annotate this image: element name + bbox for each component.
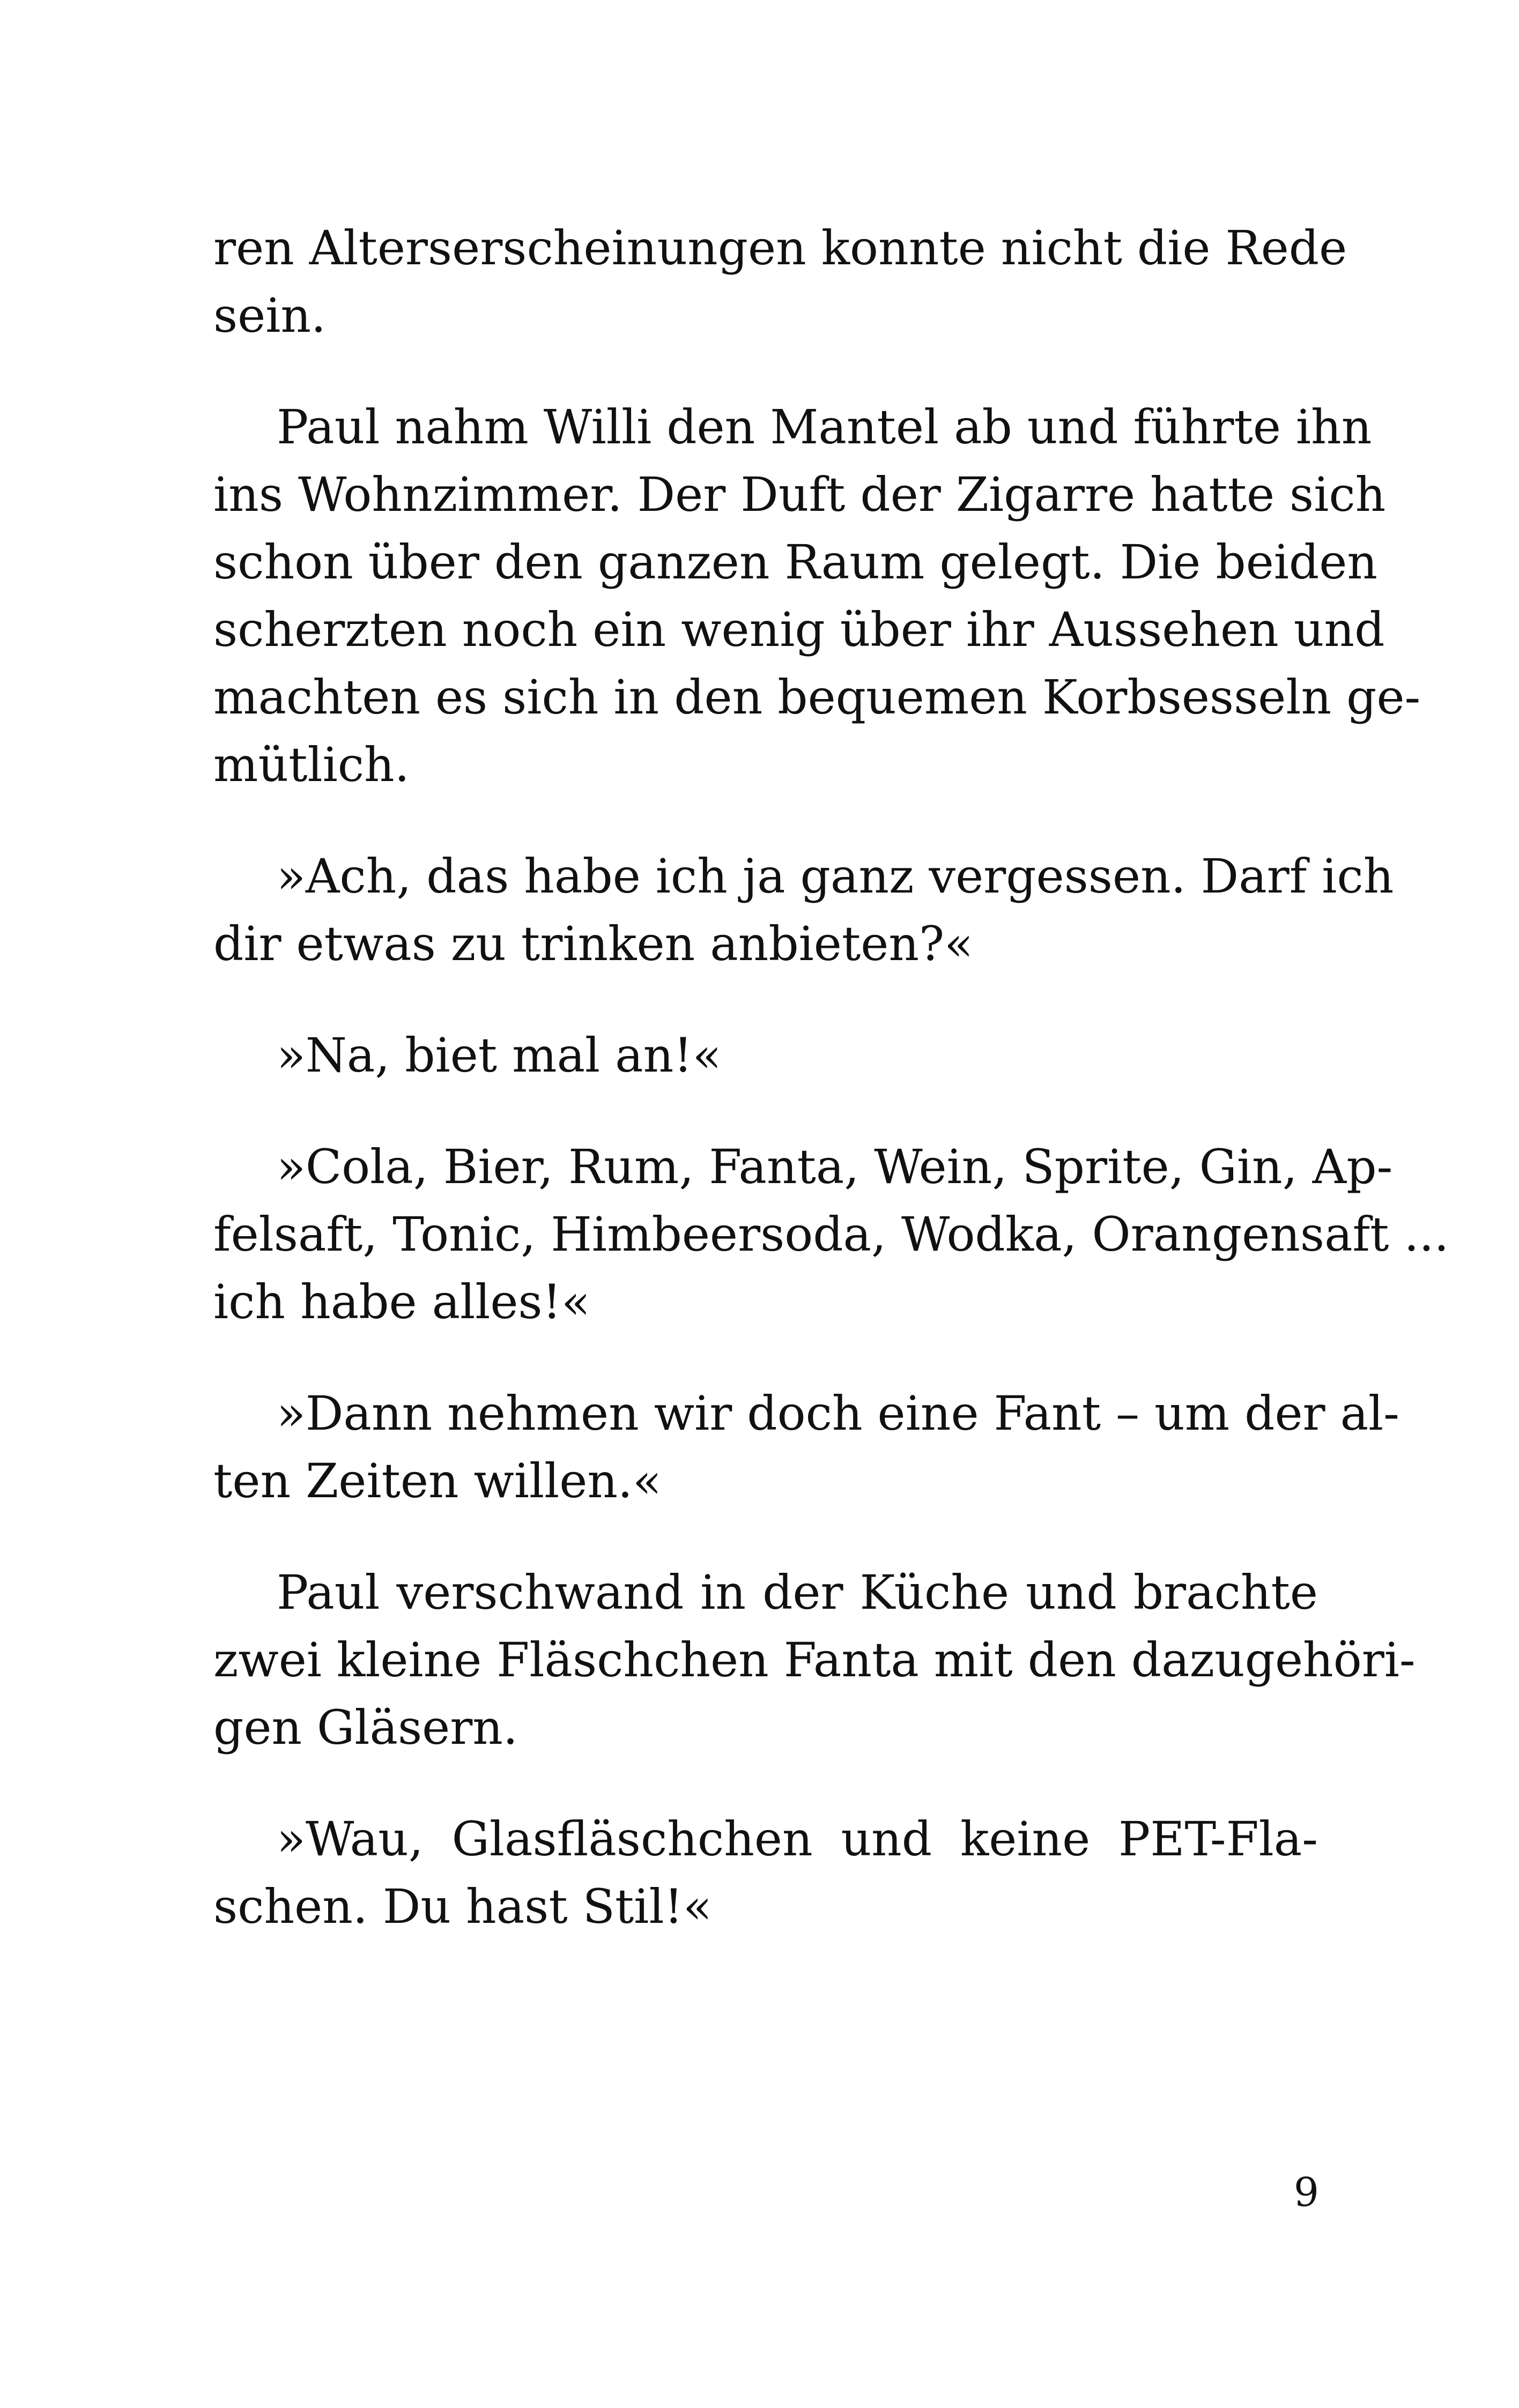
paragraph-gap bbox=[213, 799, 1318, 843]
page-number: 9 bbox=[1293, 2169, 1319, 2216]
text-line: machten es sich in den bequemen Korbsesseln ge- bbox=[213, 670, 1421, 725]
text-line: dir etwas zu trinken anbieten?« bbox=[213, 916, 974, 971]
text-line: ten Zeiten willen.« bbox=[213, 1453, 662, 1508]
text-line: »Na, biet mal an!« bbox=[277, 1028, 722, 1083]
text-line: ich habe alles!« bbox=[213, 1274, 590, 1329]
text-line: gen Gläsern. bbox=[213, 1700, 518, 1755]
text-line: »Dann nehmen wir doch eine Fant – um der al- bbox=[277, 1386, 1399, 1441]
text-line: zwei kleine Fläschchen Fanta mit den dazugehöri- bbox=[213, 1632, 1416, 1688]
text-line: schon über den ganzen Raum gelegt. Die beiden bbox=[213, 534, 1377, 590]
text-line: Paul nahm Willi den Mantel ab und führte ihn bbox=[277, 399, 1372, 455]
text-line: ren Alterserscheinungen konnte nicht die Rede bbox=[213, 220, 1347, 276]
text-line: Paul verschwand in der Küche und brachte bbox=[277, 1565, 1318, 1620]
text-line: scherzten noch ein wenig über ihr Aussehen und bbox=[213, 602, 1385, 657]
text-line: »Wau, Glasfläschchen und keine PET-Fla- bbox=[277, 1811, 1318, 1867]
paragraph-gap bbox=[213, 1336, 1318, 1380]
text-line: felsaft, Tonic, Himbeersoda, Wodka, Orangensaft ... bbox=[213, 1207, 1449, 1262]
paragraph-gap bbox=[213, 1089, 1318, 1133]
text-line: schen. Du hast Stil!« bbox=[213, 1879, 712, 1934]
text-line: »Ach, das habe ich ja ganz vergessen. Darf ich bbox=[277, 849, 1394, 904]
body-text bbox=[213, 214, 1449, 1941]
paragraph-gap bbox=[213, 350, 1318, 393]
text-line: mütlich. bbox=[213, 737, 410, 792]
paragraph-gap bbox=[213, 1515, 1318, 1559]
paragraph-gap bbox=[213, 1762, 1318, 1805]
paragraph-gap bbox=[213, 978, 1318, 1022]
text-line: ins Wohnzimmer. Der Duft der Zigarre hatte sich bbox=[213, 467, 1386, 522]
text-line: sein. bbox=[213, 288, 327, 343]
text-line: »Cola, Bier, Rum, Fanta, Wein, Sprite, Gin, Ap- bbox=[277, 1139, 1393, 1194]
